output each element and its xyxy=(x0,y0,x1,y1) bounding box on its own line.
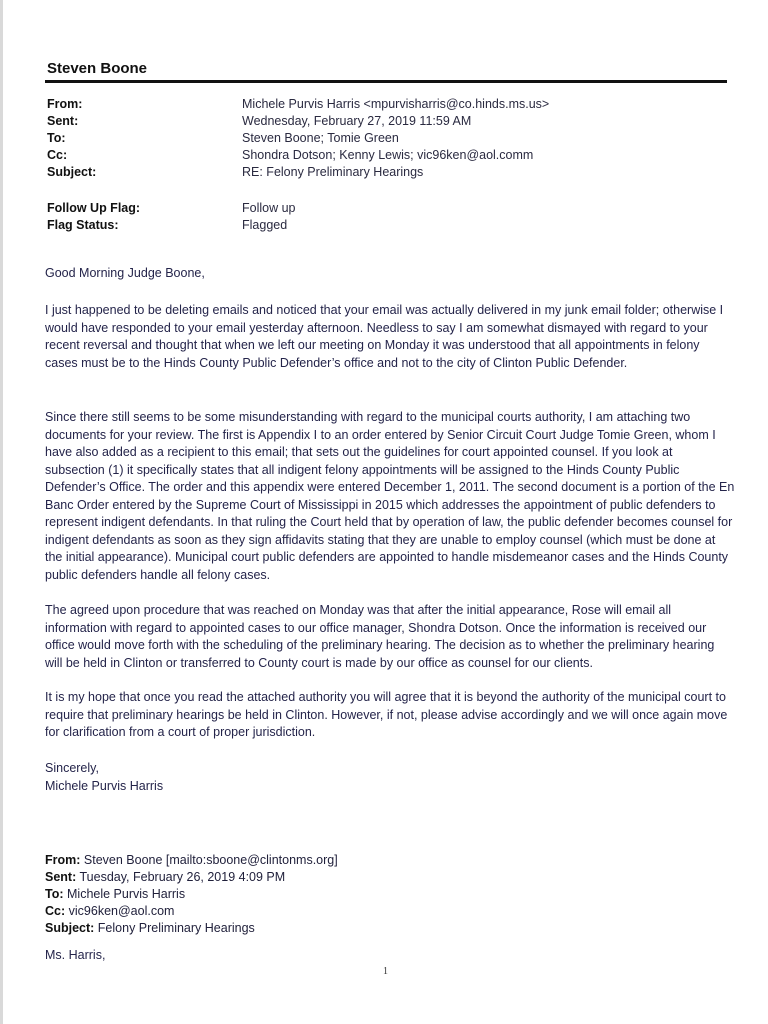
orig-subject-label: Subject: xyxy=(45,921,95,935)
orig-sent-row xyxy=(45,869,338,886)
closing-text: Sincerely, xyxy=(45,761,99,775)
body-paragraph-3 xyxy=(45,602,735,672)
body-paragraph-2 xyxy=(45,409,735,584)
paragraph-3-text: The agreed upon procedure that was reached on Monday was that after the initial appearance, Rose will email all information with regard to appointed cases to our office manager, Shondra Dotson. Once the information is received our office would move forth with the scheduling of the preliminary hearing. The decision as to whether the preliminary hearing will be held in Clinton or transferred to County court is made by our office as counsel for our clients. xyxy=(45,603,715,670)
cc-label: Cc: xyxy=(47,148,68,162)
orig-from-row xyxy=(45,852,338,869)
signature-block xyxy=(45,760,735,795)
from-label: From: xyxy=(47,97,83,111)
signature-name: Michele Purvis Harris xyxy=(45,778,164,793)
paragraph-4-text: It is my hope that once you read the attached authority you will agree that it is beyond the authority of the municipal court to require that preliminary hearings be held in Clinton. However, if not, please advise accordingly and we will once again move for clarification from a court of proper jurisdiction. xyxy=(45,690,728,739)
orig-cc-value: vic96ken@aol.com xyxy=(68,904,175,918)
orig-greeting-text: Ms. Harris, xyxy=(45,948,106,962)
flag-status-value: Flagged xyxy=(242,218,288,232)
orig-to-value: Michele Purvis Harris xyxy=(67,887,186,901)
orig-sent-value: Tuesday, February 26, 2019 4:09 PM xyxy=(79,870,286,884)
sent-label: Sent: xyxy=(47,114,79,128)
cc-value: Shondra Dotson; Kenny Lewis; vic96ken@aol.comm xyxy=(242,148,534,162)
flag-status-label: Flag Status: xyxy=(47,218,119,232)
to-label: To: xyxy=(47,131,66,145)
page-number: 1 xyxy=(383,966,388,977)
from-value: Michele Purvis Harris <mpurvisharris@co.hinds.ms.us> xyxy=(242,97,550,111)
mailbox-owner-name: Steven Boone xyxy=(47,60,148,77)
orig-cc-row xyxy=(45,903,338,920)
email-greeting xyxy=(45,265,735,283)
scan-edge xyxy=(0,0,3,1024)
orig-to-row xyxy=(45,886,338,903)
original-message-greeting xyxy=(45,947,735,965)
subject-label: Subject: xyxy=(47,165,97,179)
subject-value: RE: Felony Preliminary Hearings xyxy=(242,165,424,179)
orig-sent-label: Sent: xyxy=(45,870,77,884)
orig-from-value: Steven Boone [mailto:sboone@clintonms.org] xyxy=(83,853,338,867)
sent-value: Wednesday, February 27, 2019 11:59 AM xyxy=(242,114,472,128)
follow-up-flag-value: Follow up xyxy=(242,201,296,215)
orig-cc-label: Cc: xyxy=(45,904,66,918)
greeting-text: Good Morning Judge Boone, xyxy=(45,266,205,280)
orig-subject-value: Felony Preliminary Hearings xyxy=(97,921,255,935)
to-value: Steven Boone; Tomie Green xyxy=(242,131,399,145)
body-paragraph-1 xyxy=(45,302,735,372)
follow-up-flag-label: Follow Up Flag: xyxy=(47,201,141,215)
orig-subject-row xyxy=(45,920,338,937)
orig-from-label: From: xyxy=(45,853,81,867)
orig-to-label: To: xyxy=(45,887,64,901)
paragraph-1-text: I just happened to be deleting emails and noticed that your email was actually delivered in my junk email folder; otherwise I would have responded to your email yesterday afternoon. Needless to say I am somewhat dismayed with regard to your recent reversal and thought that when we left our meeting on Monday it was understood that all appointments in felony cases must be to the Hinds County Public Defender’s office and not to the city of Clinton Public Defender. xyxy=(45,303,724,370)
body-paragraph-4 xyxy=(45,689,735,742)
paragraph-2-text: Since there still seems to be some misunderstanding with regard to the municipal courts authority, I am attaching two documents for your review. The first is Appendix I to an order entered by Senior Circuit Court Judge Tomie Green, whom I have also added as a recipient to this email; that sets out the guidelines for court appointed counsel. If you look at subsection (1) it specifically states that all indigent felony appointments will be assigned to the Hinds County Public Defender’s Office. The order and this appendix were entered December 1, 2011. The second document is a portion of the En Banc Order entered by the Supreme Court of Mississippi in 2015 which addresses the appointment of public defenders to represent indigent defendants. In that ruling the Court held that by operation of law, the public defender becomes counsel for indigent defendants as soon as they sign affidavits stating that they are unable to employ counsel (which must be done at the initial appearance). Municipal court public defenders are appointed to handle misdemeanor cases and the Hinds County public defenders handle all felony cases. xyxy=(45,410,735,582)
owner-divider xyxy=(45,80,727,83)
original-message-header xyxy=(45,852,338,937)
